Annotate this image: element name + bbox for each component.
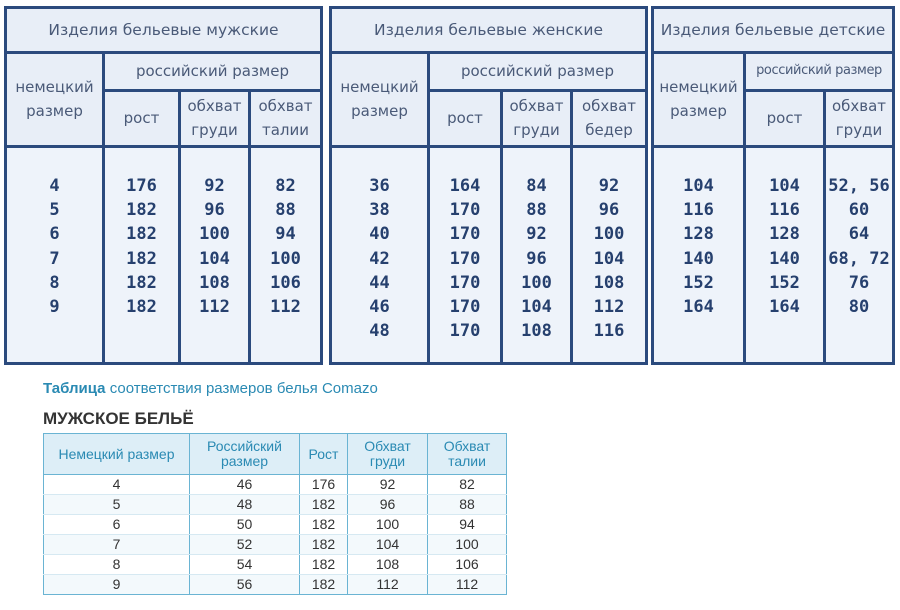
comazo-header-russian: Российский размер [190,434,300,475]
size-value: 80 [848,296,870,317]
size-value: 60 [848,200,870,221]
women-panel-title: Изделия бельевые женские [332,9,645,51]
size-value: 116 [769,200,800,221]
cell-chest: 112 [348,575,428,595]
cell-waist: 100 [428,535,507,555]
size-value: 104 [769,176,800,196]
size-value: 76 [848,272,870,293]
size-value: 128 [769,224,800,245]
men-chest-column [181,148,248,362]
women-chest-header: обхват груди [503,92,570,145]
kids-height-column [746,148,823,362]
size-value: 96 [204,200,225,221]
size-value: 38 [369,200,390,221]
size-value: 36 [369,176,390,196]
comazo-title-rest: соответствия размеров белья Comazo [105,380,378,397]
size-value: 170 [449,321,481,342]
size-value: 46 [369,296,390,317]
size-value: 100 [593,224,625,245]
size-value: 106 [270,272,301,293]
size-value: 52, 56 [828,176,890,196]
size-value: 92 [526,224,547,245]
size-value: 100 [521,272,552,293]
kids-german-size-header: немецкий размер [654,54,743,145]
size-value: 100 [199,224,230,245]
cell-russian: 56 [190,575,300,595]
size-value: 170 [449,248,481,269]
comazo-title-bold: Таблица [43,380,106,397]
size-value: 112 [199,296,230,317]
cell-russian: 48 [190,495,300,515]
size-value: 88 [275,200,296,221]
kids-chest-column [826,148,892,362]
cell-chest: 96 [348,495,428,515]
comazo-header-german: Немецкий размер [44,434,190,475]
comazo-table-title [43,380,378,397]
cell-russian: 46 [190,475,300,495]
size-value: 116 [683,200,714,221]
size-value: 164 [449,176,481,196]
size-value: 82 [275,176,296,196]
cell-waist: 106 [428,555,507,575]
men-german-column [7,148,102,362]
cell-russian: 54 [190,555,300,575]
size-value: 170 [449,224,481,245]
size-value: 6 [49,224,60,245]
cell-german: 5 [44,495,190,515]
size-value: 182 [126,296,157,317]
cell-height: 182 [300,575,348,595]
size-value: 112 [270,296,301,317]
comazo-header-chest: Обхват груди [348,434,428,475]
men-russian-size-header: российский размер [105,54,320,89]
cell-height: 182 [300,515,348,535]
cell-height: 182 [300,495,348,515]
comazo-section-heading: МУЖСКОЕ БЕЛЬЁ [43,409,194,428]
size-value: 170 [449,272,481,293]
comazo-header-row [44,434,507,475]
size-value: 182 [126,200,157,221]
size-value: 140 [769,248,800,269]
size-value: 182 [126,224,157,245]
kids-height-header: рост [746,92,823,145]
cell-german: 9 [44,575,190,595]
women-german-column [332,148,427,362]
cell-german: 7 [44,535,190,555]
size-value: 108 [593,272,625,293]
cell-german: 6 [44,515,190,535]
men-height-column [105,148,178,362]
size-value: 104 [593,248,625,269]
women-size-panel [329,6,648,365]
men-height-header: рост [105,92,178,145]
men-waist-column [251,148,320,362]
size-value: 152 [769,272,800,293]
size-value: 176 [126,176,157,196]
cell-chest: 104 [348,535,428,555]
cell-waist: 82 [428,475,507,495]
size-value: 84 [526,176,547,196]
size-value: 100 [270,248,301,269]
table-row [44,535,507,555]
cell-height: 182 [300,535,348,555]
size-value: 152 [683,272,714,293]
table-row [44,515,507,535]
men-chest-header: обхват груди [181,92,248,145]
women-height-column [430,148,500,362]
table-row [44,475,507,495]
kids-german-column [654,148,743,362]
cell-waist: 112 [428,575,507,595]
size-value: 128 [683,224,714,245]
size-value: 96 [526,248,547,269]
cell-waist: 88 [428,495,507,515]
size-value: 92 [598,176,620,196]
women-height-header: рост [430,92,500,145]
cell-russian: 52 [190,535,300,555]
size-value: 68, 72 [828,248,890,269]
women-russian-size-header: российский размер [430,54,645,89]
size-value: 7 [49,248,60,269]
size-value: 40 [369,224,390,245]
size-value: 42 [369,248,390,269]
size-value: 44 [369,272,390,293]
size-value: 104 [199,248,230,269]
size-value: 9 [49,296,60,317]
men-waist-header: обхват талии [251,92,320,145]
kids-panel-title: Изделия бельевые детские [654,9,892,51]
size-value: 182 [126,248,157,269]
cell-chest: 100 [348,515,428,535]
size-value: 8 [49,272,60,293]
cell-height: 176 [300,475,348,495]
women-german-size-header: немецкий размер [332,54,427,145]
size-value: 108 [199,272,230,293]
size-value: 5 [49,200,60,221]
size-value: 48 [369,321,390,342]
table-row [44,495,507,515]
women-chest-column [503,148,570,362]
size-value: 92 [204,176,225,196]
men-size-panel [4,6,323,365]
size-value: 88 [526,200,547,221]
size-value: 182 [126,272,157,293]
cell-chest: 92 [348,475,428,495]
size-value: 4 [49,176,60,196]
women-hips-header: обхват бедер [573,92,645,145]
women-hips-column [573,148,645,362]
size-value: 140 [683,248,714,269]
comazo-size-table [43,433,507,595]
cell-german: 8 [44,555,190,575]
comazo-header-waist: Обхват талии [428,434,507,475]
cell-chest: 108 [348,555,428,575]
kids-chest-header: обхват груди [826,92,892,145]
comazo-table-body [44,475,507,595]
cell-german: 4 [44,475,190,495]
cell-russian: 50 [190,515,300,535]
size-value: 64 [848,224,870,245]
size-value: 94 [275,224,296,245]
kids-russian-size-header: российский размер [746,54,892,89]
size-value: 108 [521,321,552,342]
kids-size-panel [651,6,895,365]
comazo-header-height: Рост [300,434,348,475]
size-value: 96 [598,200,620,221]
cell-waist: 94 [428,515,507,535]
size-value: 112 [593,296,625,317]
size-value: 170 [449,296,481,317]
cell-height: 182 [300,555,348,575]
table-row [44,575,507,595]
size-value: 116 [593,321,625,342]
size-value: 164 [683,296,714,317]
men-german-size-header: немецкий размер [7,54,102,145]
size-value: 170 [449,200,481,221]
table-row [44,555,507,575]
size-value: 104 [521,296,552,317]
men-panel-title: Изделия бельевые мужские [7,9,320,51]
size-value: 104 [683,176,714,196]
size-value: 164 [769,296,800,317]
